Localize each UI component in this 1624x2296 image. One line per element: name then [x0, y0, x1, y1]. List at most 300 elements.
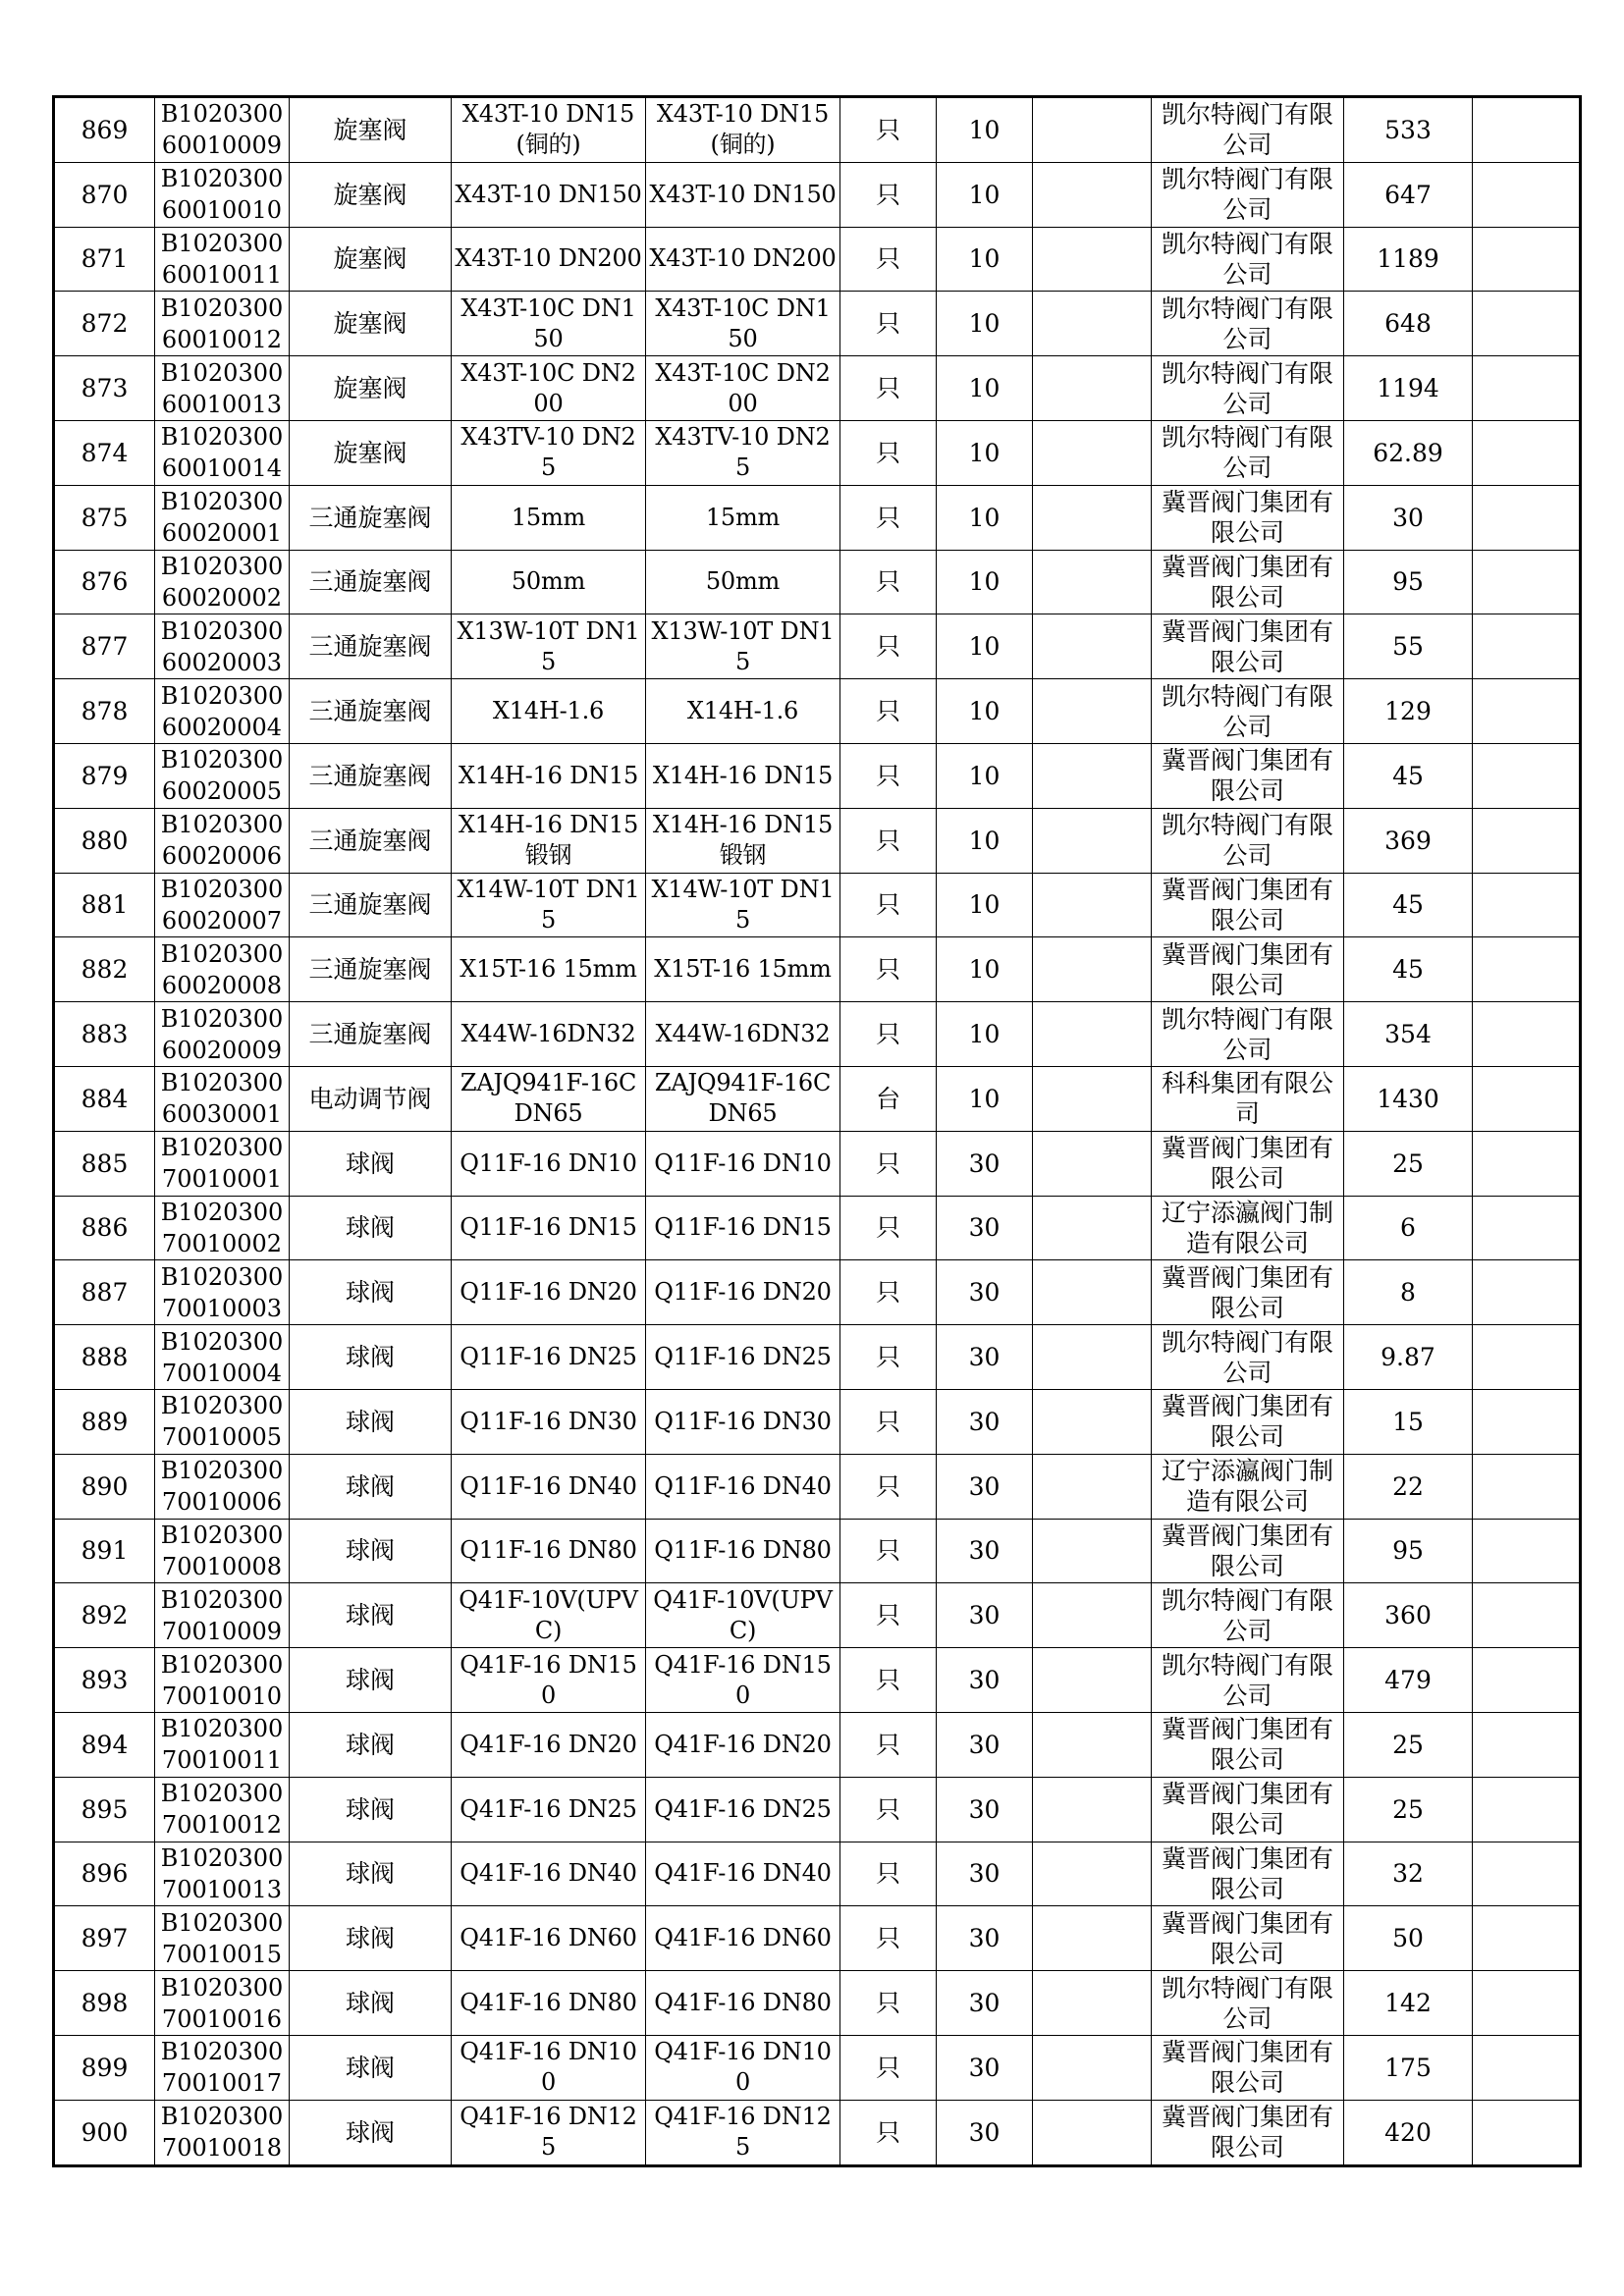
item-quantity: 30	[937, 1842, 1033, 1906]
item-price: 45	[1344, 873, 1473, 937]
item-quantity: 30	[937, 1519, 1033, 1583]
item-extra	[1473, 873, 1581, 937]
item-model: X43T-10 DN15(铜的)	[646, 97, 840, 163]
item-spec: Q41F-16 DN125	[452, 2100, 646, 2165]
item-model: X43T-10C DN200	[646, 356, 840, 421]
item-quantity: 30	[937, 1196, 1033, 1260]
item-price: 25	[1344, 1131, 1473, 1196]
item-name: 三通旋塞阀	[290, 873, 452, 937]
item-name: 球阀	[290, 1389, 452, 1454]
item-spec: Q41F-16 DN40	[452, 1842, 646, 1906]
item-code: B102030060020006	[155, 808, 290, 873]
item-code: B102030070010017	[155, 2035, 290, 2100]
item-unit: 只	[840, 1454, 937, 1519]
item-extra	[1473, 1906, 1581, 1971]
item-quantity: 10	[937, 679, 1033, 744]
item-code: B102030070010016	[155, 1971, 290, 2036]
table-body	[54, 97, 1581, 2166]
table-row	[54, 1196, 1581, 1260]
item-extra	[1473, 420, 1581, 485]
item-model: Q11F-16 DN20	[646, 1260, 840, 1325]
table-row	[54, 679, 1581, 744]
row-number: 894	[54, 1712, 155, 1777]
table-row	[54, 1519, 1581, 1583]
item-unit: 只	[840, 1325, 937, 1390]
table-row	[54, 2100, 1581, 2165]
item-model: X14W-10T DN15	[646, 873, 840, 937]
table-row	[54, 614, 1581, 679]
item-supplier: 凯尔特阀门有限公司	[1152, 1583, 1344, 1648]
item-model: 15mm	[646, 485, 840, 550]
item-supplier: 凯尔特阀门有限公司	[1152, 97, 1344, 163]
row-number: 890	[54, 1454, 155, 1519]
item-model: Q41F-10V(UPVC)	[646, 1583, 840, 1648]
row-number: 872	[54, 292, 155, 356]
table-row	[54, 743, 1581, 808]
item-code: B102030070010011	[155, 1712, 290, 1777]
item-name: 旋塞阀	[290, 162, 452, 227]
item-unit: 只	[840, 356, 937, 421]
item-code: B102030070010010	[155, 1648, 290, 1713]
item-name: 球阀	[290, 1131, 452, 1196]
item-supplier: 冀晋阀门集团有限公司	[1152, 1131, 1344, 1196]
item-supplier: 冀晋阀门集团有限公司	[1152, 1906, 1344, 1971]
row-number: 885	[54, 1131, 155, 1196]
item-code: B102030060010012	[155, 292, 290, 356]
item-model: X43T-10C DN150	[646, 292, 840, 356]
item-spec: X43T-10C DN200	[452, 356, 646, 421]
item-price: 25	[1344, 1777, 1473, 1842]
item-quantity: 30	[937, 1648, 1033, 1713]
item-name: 三通旋塞阀	[290, 679, 452, 744]
table-row	[54, 485, 1581, 550]
item-unit: 只	[840, 1131, 937, 1196]
item-quantity: 10	[937, 162, 1033, 227]
item-price: 1430	[1344, 1066, 1473, 1131]
item-extra	[1473, 485, 1581, 550]
item-name: 球阀	[290, 1777, 452, 1842]
item-code: B102030060010009	[155, 97, 290, 163]
item-name: 三通旋塞阀	[290, 1002, 452, 1067]
item-name: 旋塞阀	[290, 227, 452, 292]
item-extra	[1473, 1196, 1581, 1260]
table-row	[54, 1842, 1581, 1906]
item-unit: 只	[840, 1712, 937, 1777]
item-quantity: 30	[937, 1454, 1033, 1519]
row-number: 895	[54, 1777, 155, 1842]
item-model: Q11F-16 DN10	[646, 1131, 840, 1196]
item-supplier: 辽宁添瀛阀门制造有限公司	[1152, 1196, 1344, 1260]
item-extra	[1473, 1389, 1581, 1454]
table-row	[54, 97, 1581, 163]
item-supplier: 冀晋阀门集团有限公司	[1152, 485, 1344, 550]
item-price: 15	[1344, 1389, 1473, 1454]
row-number: 871	[54, 227, 155, 292]
item-note	[1033, 937, 1152, 1002]
item-note	[1033, 1712, 1152, 1777]
table-row	[54, 1066, 1581, 1131]
row-number: 888	[54, 1325, 155, 1390]
item-quantity: 30	[937, 1712, 1033, 1777]
item-supplier: 凯尔特阀门有限公司	[1152, 356, 1344, 421]
item-note	[1033, 550, 1152, 614]
item-supplier: 冀晋阀门集团有限公司	[1152, 550, 1344, 614]
item-note	[1033, 227, 1152, 292]
item-name: 球阀	[290, 1325, 452, 1390]
item-unit: 只	[840, 550, 937, 614]
item-quantity: 30	[937, 1906, 1033, 1971]
item-quantity: 10	[937, 1066, 1033, 1131]
item-extra	[1473, 1777, 1581, 1842]
row-number: 869	[54, 97, 155, 163]
row-number: 882	[54, 937, 155, 1002]
item-supplier: 冀晋阀门集团有限公司	[1152, 873, 1344, 937]
row-number: 896	[54, 1842, 155, 1906]
item-extra	[1473, 356, 1581, 421]
item-supplier: 冀晋阀门集团有限公司	[1152, 937, 1344, 1002]
table-row	[54, 1648, 1581, 1713]
item-price: 45	[1344, 743, 1473, 808]
item-spec: Q11F-16 DN10	[452, 1131, 646, 1196]
item-unit: 只	[840, 97, 937, 163]
item-model: X14H-16 DN15	[646, 743, 840, 808]
item-code: B102030060010011	[155, 227, 290, 292]
item-unit: 只	[840, 614, 937, 679]
item-price: 420	[1344, 2100, 1473, 2165]
item-spec: Q11F-16 DN20	[452, 1260, 646, 1325]
row-number: 875	[54, 485, 155, 550]
item-spec: X43T-10 DN200	[452, 227, 646, 292]
row-number: 887	[54, 1260, 155, 1325]
item-supplier: 凯尔特阀门有限公司	[1152, 162, 1344, 227]
table-row	[54, 1002, 1581, 1067]
item-note	[1033, 1454, 1152, 1519]
item-note	[1033, 356, 1152, 421]
item-extra	[1473, 550, 1581, 614]
item-quantity: 30	[937, 1389, 1033, 1454]
row-number: 877	[54, 614, 155, 679]
row-number: 879	[54, 743, 155, 808]
item-unit: 只	[840, 743, 937, 808]
item-spec: X43T-10C DN150	[452, 292, 646, 356]
item-name: 电动调节阀	[290, 1066, 452, 1131]
item-model: Q41F-16 DN100	[646, 2035, 840, 2100]
item-extra	[1473, 808, 1581, 873]
item-spec: X13W-10T DN15	[452, 614, 646, 679]
item-spec: ZAJQ941F-16C DN65	[452, 1066, 646, 1131]
item-name: 球阀	[290, 1971, 452, 2036]
item-supplier: 凯尔特阀门有限公司	[1152, 420, 1344, 485]
table-row	[54, 227, 1581, 292]
item-extra	[1473, 227, 1581, 292]
item-model: ZAJQ941F-16C DN65	[646, 1066, 840, 1131]
item-note	[1033, 743, 1152, 808]
item-supplier: 冀晋阀门集团有限公司	[1152, 1519, 1344, 1583]
item-code: B102030070010002	[155, 1196, 290, 1260]
item-code: B102030060020008	[155, 937, 290, 1002]
item-note	[1033, 485, 1152, 550]
item-price: 1194	[1344, 356, 1473, 421]
item-price: 129	[1344, 679, 1473, 744]
item-code: B102030060010010	[155, 162, 290, 227]
item-note	[1033, 1196, 1152, 1260]
item-unit: 只	[840, 808, 937, 873]
item-note	[1033, 1519, 1152, 1583]
item-quantity: 10	[937, 356, 1033, 421]
item-note	[1033, 2100, 1152, 2165]
table-row	[54, 1131, 1581, 1196]
item-name: 球阀	[290, 1519, 452, 1583]
item-unit: 只	[840, 2035, 937, 2100]
item-model: X43T-10 DN150	[646, 162, 840, 227]
item-price: 50	[1344, 1906, 1473, 1971]
item-model: Q41F-16 DN40	[646, 1842, 840, 1906]
item-price: 22	[1344, 1454, 1473, 1519]
item-note	[1033, 1583, 1152, 1648]
item-extra	[1473, 1066, 1581, 1131]
item-code: B102030060010014	[155, 420, 290, 485]
item-supplier: 凯尔特阀门有限公司	[1152, 1971, 1344, 2036]
item-price: 32	[1344, 1842, 1473, 1906]
item-price: 360	[1344, 1583, 1473, 1648]
item-model: Q41F-16 DN125	[646, 2100, 840, 2165]
item-spec: Q11F-16 DN80	[452, 1519, 646, 1583]
item-model: X43T-10 DN200	[646, 227, 840, 292]
item-price: 9.87	[1344, 1325, 1473, 1390]
item-note	[1033, 873, 1152, 937]
item-unit: 只	[840, 420, 937, 485]
item-code: B102030060020002	[155, 550, 290, 614]
item-unit: 只	[840, 1906, 937, 1971]
item-quantity: 30	[937, 1971, 1033, 2036]
item-note	[1033, 292, 1152, 356]
item-note	[1033, 1260, 1152, 1325]
item-name: 球阀	[290, 1842, 452, 1906]
item-unit: 只	[840, 1389, 937, 1454]
item-price: 55	[1344, 614, 1473, 679]
item-name: 球阀	[290, 2100, 452, 2165]
item-model: X14H-1.6	[646, 679, 840, 744]
item-supplier: 冀晋阀门集团有限公司	[1152, 2100, 1344, 2165]
item-unit: 只	[840, 1519, 937, 1583]
item-unit: 只	[840, 679, 937, 744]
item-code: B102030070010001	[155, 1131, 290, 1196]
item-extra	[1473, 1583, 1581, 1648]
table-row	[54, 1454, 1581, 1519]
item-unit: 只	[840, 1196, 937, 1260]
item-price: 479	[1344, 1648, 1473, 1713]
item-name: 三通旋塞阀	[290, 614, 452, 679]
item-price: 1189	[1344, 227, 1473, 292]
item-supplier: 凯尔特阀门有限公司	[1152, 679, 1344, 744]
item-note	[1033, 1066, 1152, 1131]
item-unit: 只	[840, 1002, 937, 1067]
item-code: B102030070010008	[155, 1519, 290, 1583]
item-model: Q41F-16 DN80	[646, 1971, 840, 2036]
item-model: Q41F-16 DN25	[646, 1777, 840, 1842]
row-number: 870	[54, 162, 155, 227]
item-model: X14H-16 DN15 锻钢	[646, 808, 840, 873]
table-row	[54, 2035, 1581, 2100]
item-model: X15T-16 15mm	[646, 937, 840, 1002]
item-quantity: 30	[937, 1777, 1033, 1842]
item-price: 354	[1344, 1002, 1473, 1067]
item-note	[1033, 2035, 1152, 2100]
item-unit: 只	[840, 227, 937, 292]
item-price: 95	[1344, 1519, 1473, 1583]
price-table	[52, 95, 1582, 2167]
item-code: B102030060020004	[155, 679, 290, 744]
item-spec: X43T-10 DN15(铜的)	[452, 97, 646, 163]
item-quantity: 10	[937, 743, 1033, 808]
item-unit: 只	[840, 2100, 937, 2165]
item-supplier: 冀晋阀门集团有限公司	[1152, 743, 1344, 808]
item-extra	[1473, 1454, 1581, 1519]
item-quantity: 10	[937, 485, 1033, 550]
item-note	[1033, 1971, 1152, 2036]
item-extra	[1473, 1971, 1581, 2036]
item-model: X44W-16DN32	[646, 1002, 840, 1067]
item-unit: 只	[840, 485, 937, 550]
item-extra	[1473, 1325, 1581, 1390]
item-name: 球阀	[290, 1906, 452, 1971]
item-quantity: 10	[937, 873, 1033, 937]
item-spec: Q41F-16 DN150	[452, 1648, 646, 1713]
item-extra	[1473, 1712, 1581, 1777]
item-model: Q11F-16 DN30	[646, 1389, 840, 1454]
item-supplier: 冀晋阀门集团有限公司	[1152, 2035, 1344, 2100]
item-quantity: 30	[937, 1131, 1033, 1196]
item-supplier: 凯尔特阀门有限公司	[1152, 292, 1344, 356]
item-extra	[1473, 162, 1581, 227]
item-spec: Q41F-16 DN100	[452, 2035, 646, 2100]
item-price: 8	[1344, 1260, 1473, 1325]
table-row	[54, 1906, 1581, 1971]
item-extra	[1473, 679, 1581, 744]
item-code: B102030060020009	[155, 1002, 290, 1067]
item-model: X43TV-10 DN25	[646, 420, 840, 485]
item-name: 旋塞阀	[290, 97, 452, 163]
table-row	[54, 292, 1581, 356]
item-note	[1033, 420, 1152, 485]
item-spec: Q41F-16 DN60	[452, 1906, 646, 1971]
item-supplier: 冀晋阀门集团有限公司	[1152, 1712, 1344, 1777]
item-quantity: 30	[937, 1260, 1033, 1325]
table-row	[54, 1712, 1581, 1777]
row-number: 876	[54, 550, 155, 614]
item-quantity: 10	[937, 1002, 1033, 1067]
row-number: 893	[54, 1648, 155, 1713]
item-price: 30	[1344, 485, 1473, 550]
item-spec: Q11F-16 DN25	[452, 1325, 646, 1390]
item-code: B102030070010009	[155, 1583, 290, 1648]
item-quantity: 10	[937, 292, 1033, 356]
table-row	[54, 1260, 1581, 1325]
item-code: B102030070010005	[155, 1389, 290, 1454]
item-name: 旋塞阀	[290, 292, 452, 356]
item-spec: X14H-16 DN15 锻钢	[452, 808, 646, 873]
item-quantity: 10	[937, 614, 1033, 679]
row-number: 892	[54, 1583, 155, 1648]
item-unit: 只	[840, 873, 937, 937]
row-number: 878	[54, 679, 155, 744]
row-number: 874	[54, 420, 155, 485]
item-code: B102030070010004	[155, 1325, 290, 1390]
item-model: Q41F-16 DN150	[646, 1648, 840, 1713]
item-quantity: 10	[937, 550, 1033, 614]
item-note	[1033, 808, 1152, 873]
item-code: B102030060010013	[155, 356, 290, 421]
item-supplier: 冀晋阀门集团有限公司	[1152, 614, 1344, 679]
row-number: 873	[54, 356, 155, 421]
item-supplier: 冀晋阀门集团有限公司	[1152, 1260, 1344, 1325]
row-number: 898	[54, 1971, 155, 2036]
item-unit: 只	[840, 1842, 937, 1906]
item-supplier: 冀晋阀门集团有限公司	[1152, 1842, 1344, 1906]
row-number: 889	[54, 1389, 155, 1454]
item-price: 647	[1344, 162, 1473, 227]
table-row	[54, 1325, 1581, 1390]
item-supplier: 凯尔特阀门有限公司	[1152, 1648, 1344, 1713]
item-supplier: 冀晋阀门集团有限公司	[1152, 1389, 1344, 1454]
item-extra	[1473, 292, 1581, 356]
row-number: 883	[54, 1002, 155, 1067]
table-row	[54, 420, 1581, 485]
table-row	[54, 356, 1581, 421]
item-name: 球阀	[290, 1260, 452, 1325]
item-code: B102030070010018	[155, 2100, 290, 2165]
row-number: 884	[54, 1066, 155, 1131]
item-spec: X14H-1.6	[452, 679, 646, 744]
item-price: 175	[1344, 2035, 1473, 2100]
item-price: 45	[1344, 937, 1473, 1002]
item-price: 648	[1344, 292, 1473, 356]
item-model: Q11F-16 DN25	[646, 1325, 840, 1390]
item-extra	[1473, 937, 1581, 1002]
item-name: 三通旋塞阀	[290, 485, 452, 550]
item-spec: Q11F-16 DN40	[452, 1454, 646, 1519]
item-price: 95	[1344, 550, 1473, 614]
item-price: 62.89	[1344, 420, 1473, 485]
item-quantity: 30	[937, 1325, 1033, 1390]
item-note	[1033, 162, 1152, 227]
item-quantity: 30	[937, 2100, 1033, 2165]
item-code: B102030060020005	[155, 743, 290, 808]
item-note	[1033, 1842, 1152, 1906]
row-number: 880	[54, 808, 155, 873]
item-model: 50mm	[646, 550, 840, 614]
item-code: B102030070010013	[155, 1842, 290, 1906]
item-spec: X43TV-10 DN25	[452, 420, 646, 485]
item-supplier: 冀晋阀门集团有限公司	[1152, 1777, 1344, 1842]
item-supplier: 凯尔特阀门有限公司	[1152, 1325, 1344, 1390]
item-note	[1033, 97, 1152, 163]
item-note	[1033, 1777, 1152, 1842]
item-unit: 只	[840, 1583, 937, 1648]
item-extra	[1473, 1648, 1581, 1713]
row-number: 881	[54, 873, 155, 937]
item-model: Q11F-16 DN80	[646, 1519, 840, 1583]
item-quantity: 30	[937, 1583, 1033, 1648]
item-note	[1033, 1131, 1152, 1196]
table-row	[54, 937, 1581, 1002]
item-supplier: 凯尔特阀门有限公司	[1152, 808, 1344, 873]
item-name: 球阀	[290, 1648, 452, 1713]
item-model: Q11F-16 DN40	[646, 1454, 840, 1519]
row-number: 886	[54, 1196, 155, 1260]
item-name: 旋塞阀	[290, 420, 452, 485]
item-spec: Q41F-16 DN80	[452, 1971, 646, 2036]
